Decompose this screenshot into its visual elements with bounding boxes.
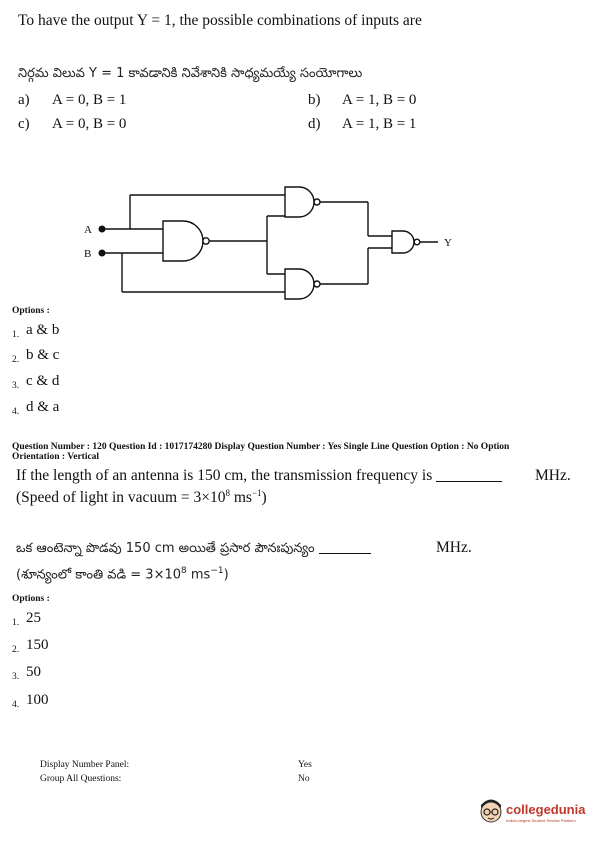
option-number: 1. xyxy=(12,618,20,628)
nand-gate-3-bubble xyxy=(314,281,320,287)
mascot-icon xyxy=(478,796,504,826)
question-1-text: To have the output Y = 1, the possible combinations of inputs are xyxy=(18,12,422,29)
group-all-questions-value: No xyxy=(298,774,310,784)
logic-circuit-diagram xyxy=(70,175,490,305)
option-number: 2. xyxy=(12,355,20,365)
choice-text: A = 1, B = 1 xyxy=(342,116,417,132)
question-2-unit: MHz. xyxy=(535,467,571,484)
q2-options-heading: Options : xyxy=(12,594,50,604)
option-text: 25 xyxy=(26,610,41,626)
telugu-speed-unit: ms xyxy=(186,567,211,583)
question-2-telugu-unit: MHz. xyxy=(436,539,472,556)
display-number-panel-label: Display Number Panel: xyxy=(40,760,130,770)
choice-text: A = 0, B = 0 xyxy=(52,116,127,132)
answer-blank-telugu xyxy=(319,553,371,554)
exponent-neg-1: −1 xyxy=(251,488,262,498)
speed-text-prefix: (Speed of light in vacuum = 3×10 xyxy=(16,489,226,507)
q1-option-1 xyxy=(12,322,59,340)
question-1-telugu-text: నిర్గమ విలువ Y = 1 కావడానికి నివేశానికి సాధ్యమయ్యే సంయోగాలు xyxy=(18,66,363,81)
choice-text: A = 1, B = 0 xyxy=(342,92,417,108)
display-number-panel-value: Yes xyxy=(298,760,312,770)
option-number: 1. xyxy=(12,330,20,340)
choice-label: a) xyxy=(18,92,30,108)
q1-options-heading: Options : xyxy=(12,306,50,316)
output-y-label: Y xyxy=(444,237,452,249)
choice-label: d) xyxy=(308,116,321,132)
question-2-meta-line-1: Question Number : 120 Question Id : 1017174280 Display Question Number : Yes Single Line Question Option : No Option xyxy=(12,442,510,452)
nand-gate-4-bubble xyxy=(414,239,420,245)
q2-option-4 xyxy=(12,692,49,710)
option-number: 4. xyxy=(12,700,20,710)
option-number: 2. xyxy=(12,645,20,655)
logo-tagline: India's largest Student Review Platform xyxy=(506,818,576,823)
nand-gate-1 xyxy=(163,221,203,261)
q1-option-4 xyxy=(12,399,59,417)
input-b-label: B xyxy=(84,248,92,260)
q2-option-3 xyxy=(12,664,41,682)
logo-wordmark: collegedunia xyxy=(506,802,586,817)
telugu-speed-prefix: (శూన్యంలో కాంతి వడి = 3×10 xyxy=(16,567,181,583)
question-2-meta xyxy=(12,442,509,462)
choice-b xyxy=(308,92,416,109)
question-2-telugu-speed xyxy=(16,566,229,585)
nand-gate-3 xyxy=(285,269,314,299)
choice-label: c) xyxy=(18,116,30,132)
question-2-telugu-text xyxy=(16,541,371,559)
nand-gate-2-bubble xyxy=(314,199,320,205)
option-text: a & b xyxy=(26,322,60,338)
q2-option-1 xyxy=(12,610,41,628)
nand-gate-4 xyxy=(392,231,414,253)
answer-blank xyxy=(436,481,502,482)
speed-text-suffix: ) xyxy=(261,489,267,507)
choice-c xyxy=(18,116,126,133)
q2-option-2 xyxy=(12,637,49,655)
q1-option-3 xyxy=(12,373,59,391)
option-number: 4. xyxy=(12,407,20,417)
option-text: d & a xyxy=(26,399,60,415)
telugu-speed-suffix: ) xyxy=(223,567,229,583)
nand-gate-2 xyxy=(285,187,314,217)
question-2-text xyxy=(16,467,502,485)
nand-gate-1-bubble xyxy=(203,238,209,244)
question-2-meta-line-2: Orientation : Vertical xyxy=(12,452,100,462)
option-text: b & c xyxy=(26,347,60,363)
question-2-telugu-main: ఒక ఆంటెన్నా పొడవు 150 cm అయితే ప్రసార పౌనఃపున్యం xyxy=(16,541,315,556)
choice-text: A = 0, B = 1 xyxy=(52,92,127,108)
option-text: c & d xyxy=(26,373,60,389)
choice-label: b) xyxy=(308,92,321,108)
option-number: 3. xyxy=(12,381,20,391)
exponent-8: 8 xyxy=(225,488,230,498)
choice-a xyxy=(18,92,126,109)
telugu-exponent-8: 8 xyxy=(181,566,187,576)
input-a-label: A xyxy=(84,224,92,236)
speed-text-unit: ms xyxy=(229,489,252,507)
q1-option-2 xyxy=(12,347,59,365)
group-all-questions-label: Group All Questions: xyxy=(40,774,122,784)
question-2-text-main: If the length of an antenna is 150 cm, the transmission frequency is xyxy=(16,467,433,484)
choice-d xyxy=(308,116,416,133)
telugu-exponent-neg-1: −1 xyxy=(210,566,224,576)
option-number: 3. xyxy=(12,672,20,682)
option-text: 150 xyxy=(26,637,49,653)
option-text: 100 xyxy=(26,692,49,708)
option-text: 50 xyxy=(26,664,41,680)
question-2-speed-of-light xyxy=(16,488,267,507)
